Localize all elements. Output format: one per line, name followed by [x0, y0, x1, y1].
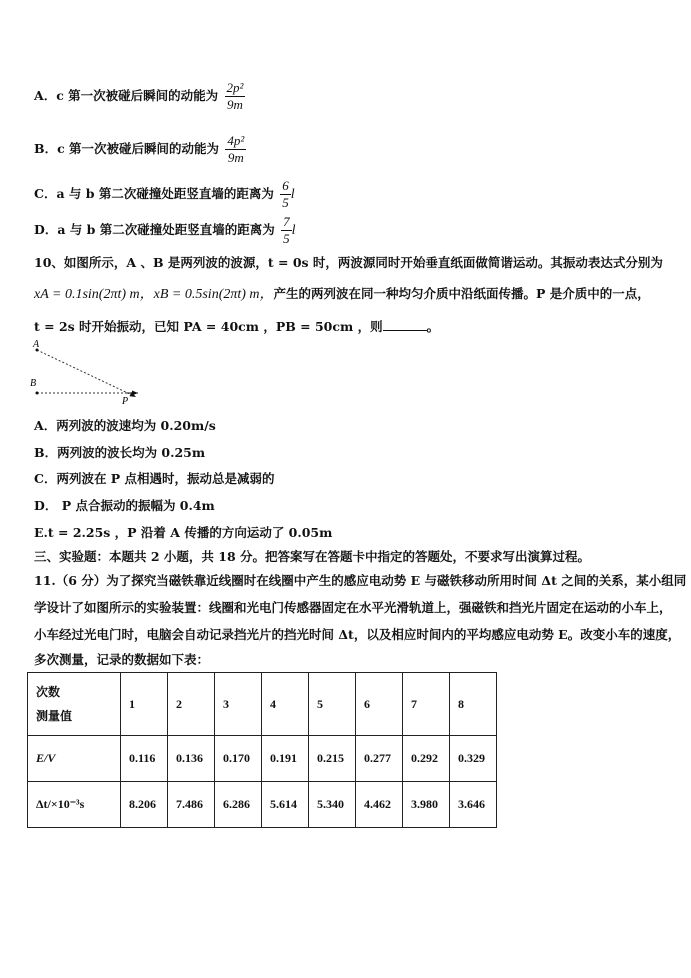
q10-line2-text: 产生的两列波在同一种均匀介质中沿纸面传播。P 是介质中的一点， [273, 286, 650, 301]
table-cell: 0.292 [403, 736, 450, 782]
option-text: c 第一次被碰后瞬间的动能为 [57, 141, 220, 156]
fraction-denominator: 9m [227, 150, 244, 165]
q11-line4: 多次测量，记录的数据如下表： [34, 652, 210, 667]
label-p: P [122, 396, 129, 407]
column-header: 2 [168, 673, 215, 736]
q10-option-c [34, 471, 275, 487]
fraction-numerator: 7 [283, 214, 290, 229]
column-header: 3 [215, 673, 262, 736]
fraction-numerator: 4p² [227, 133, 245, 148]
table-cell: 8.206 [121, 782, 168, 828]
table-cell: 0.277 [356, 736, 403, 782]
option-text: P 点合振动的振幅为 0.4m [57, 498, 215, 513]
column-header: 7 [403, 673, 450, 736]
column-header: 5 [309, 673, 356, 736]
column-header: 1 [121, 673, 168, 736]
option-suffix: l [290, 187, 295, 202]
q10-line3-end: 。 [426, 319, 440, 334]
q10-line1: 10、如图所示，A 、B 是两列波的波源，t = 0s 时，两波源同时开始垂直纸面做简谐运动。其振动表达式分别为 [34, 255, 663, 270]
option-label: D． [34, 222, 58, 237]
table-cell: 5.340 [309, 782, 356, 828]
q11-line3: 小车经过光电门时，电脑会自动记录挡光片的挡光时间 Δt，以及相应时间内的平均感应电动势 E。改变小车的速度， [34, 627, 681, 642]
label-a: A [33, 339, 40, 350]
fraction-numerator: 2p² [226, 80, 244, 95]
fraction [281, 214, 292, 247]
point-b [36, 392, 39, 395]
option-label: C． [34, 471, 57, 486]
answer-blank [383, 318, 427, 331]
column-header: 8 [450, 673, 497, 736]
option-a-prev [34, 80, 245, 113]
line-ap [37, 350, 134, 396]
table-cell: 7.486 [168, 782, 215, 828]
table-cell: 4.462 [356, 782, 403, 828]
row-label: E/V [28, 736, 121, 782]
option-text: t = 2.25s ，P 沿着 A 传播的方向运动了 0.05m [47, 525, 333, 540]
table-row [28, 782, 497, 828]
fraction [225, 80, 246, 113]
table-cell: 5.614 [262, 782, 309, 828]
table-header-row [28, 673, 497, 736]
column-header: 4 [262, 673, 309, 736]
option-c-prev [34, 178, 295, 211]
column-header: 6 [356, 673, 403, 736]
table-row [28, 736, 497, 782]
option-text: a 与 b 第二次碰撞处距竖直墙的距离为 [57, 222, 275, 237]
option-label: C． [34, 186, 57, 201]
label-b: B [30, 378, 37, 389]
q11-line1: 11.（6 分）为了探究当磁铁靠近线圈时在线圈中产生的感应电动势 E 与磁铁移动所用时间 Δt 之间的关系，某小组同 [34, 573, 687, 588]
option-text: 两列波的波长均为 0.25m [57, 445, 206, 460]
table-cell: 0.170 [215, 736, 262, 782]
table-corner-header [28, 673, 121, 736]
q10-option-a [34, 418, 216, 434]
option-label: A． [34, 88, 57, 103]
fraction [280, 178, 291, 211]
table-cell: 0.116 [121, 736, 168, 782]
option-text: c 第一次被碰后瞬间的动能为 [56, 88, 219, 103]
table-cell: 6.286 [215, 782, 262, 828]
header-value-label: 测量值 [36, 709, 73, 723]
q10-option-e [34, 525, 332, 541]
fraction-denominator: 5 [283, 231, 290, 246]
table-cell: 3.646 [450, 782, 497, 828]
option-b-prev [34, 133, 246, 166]
q10-line2 [34, 286, 650, 303]
option-label: B． [34, 445, 58, 460]
section-3-heading: 三、实验题：本题共 2 小题，共 18 分。把答案写在答题卡中指定的答题处，不要求写出演算过程。 [34, 549, 591, 564]
option-text: a 与 b 第二次碰撞处距竖直墙的距离为 [56, 186, 274, 201]
q10-line3-text: t = 2s 时开始振动，已知 PA = 40cm ，PB = 50cm ，则 [34, 319, 383, 334]
table-cell: 0.329 [450, 736, 497, 782]
q10-line3 [34, 318, 439, 335]
equation-xb: xB = 0.5sin(2πt) m， [153, 287, 274, 302]
option-label: D． [34, 498, 58, 513]
fraction-denominator: 5 [282, 195, 289, 210]
option-suffix: l [291, 223, 296, 238]
option-label: A． [34, 418, 57, 433]
table-cell: 3.980 [403, 782, 450, 828]
q10-option-b [34, 445, 205, 461]
table-cell: 0.215 [309, 736, 356, 782]
option-label: B． [34, 141, 58, 156]
wave-source-figure [30, 338, 150, 408]
q11-line2: 学设计了如图所示的实验装置：线圈和光电门传感器固定在水平光滑轨道上，强磁铁和挡光片固定在运动的小车上， [34, 600, 672, 615]
option-text: 两列波在 P 点相遇时，振动总是减弱的 [56, 471, 275, 486]
option-d-prev [34, 214, 296, 247]
option-label: E. [34, 525, 48, 540]
header-count-label: 次数 [36, 685, 61, 699]
table-cell: 0.136 [168, 736, 215, 782]
table-cell: 0.191 [262, 736, 309, 782]
fraction [225, 133, 246, 166]
q10-option-d [34, 498, 215, 514]
row-label: Δt/×10⁻³s [28, 782, 121, 828]
measurement-table [27, 672, 497, 828]
option-text: 两列波的波速均为 0.20m/s [56, 418, 216, 433]
fraction-denominator: 9m [227, 97, 243, 112]
fraction-numerator: 6 [282, 178, 289, 193]
equation-xa: xA = 0.1sin(2πt) m， [34, 287, 154, 302]
